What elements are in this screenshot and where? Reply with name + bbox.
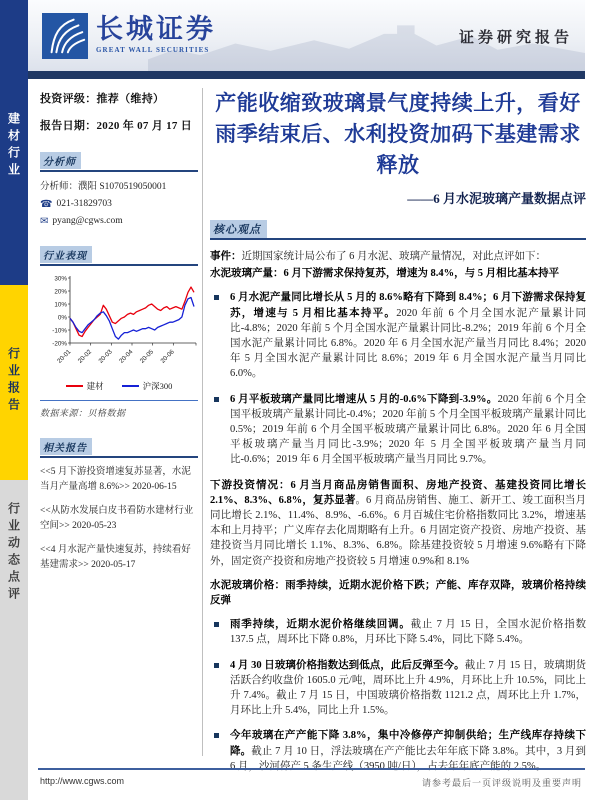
analyst-name-line (40, 179, 198, 196)
bullet-glass-price (210, 658, 586, 719)
related-report-link[interactable]: <<从防水发展白皮书看防水建材行业空间>> 2020-05-23 (40, 506, 194, 531)
bullet-body: 截止 7 月 15 日，全国水泥价格指数 137.5 点，周环比下降 0.8%，月环比下降 5.4%，同比下降 5.4%。 (230, 619, 586, 646)
price-heading-text: 水泥玻璃价格：雨季持续，近期水泥价格下跌；产能、库存双降，玻璃价格持续反弹 (210, 579, 586, 607)
bullet-square-icon (214, 622, 219, 627)
analyst-email[interactable]: pyang@cgws.com (52, 216, 123, 226)
great-wall-logo-icon (42, 13, 88, 59)
spine-report-type-segment (0, 285, 28, 480)
core-view-section-title: 核心观点 (210, 220, 267, 238)
main-content (210, 88, 586, 784)
svg-text:20-06: 20-06 (159, 348, 176, 365)
bullet-cement-output (210, 290, 586, 381)
bullet-cement-price (210, 617, 586, 647)
legend-label-materials: 建材 (86, 381, 104, 391)
analyst-phone-line (40, 196, 198, 213)
spine-report-type-label: 行业报告 (6, 347, 21, 415)
price-heading (210, 578, 586, 608)
brand-text (96, 13, 216, 54)
legend-label-csi300: 沪深300 (142, 381, 173, 391)
date-label: 报告日期： (40, 120, 97, 132)
bullet-bold: 6 月水泥产量同比增长从 5 月的 8.6%略有下降到 8.4%；6 月下游需求保持复苏，增速与 5 月相比基本持平。 (230, 292, 586, 319)
bullet-body: 2020 年前 6 个月全国平板玻璃产量累计同比-0.4%；2020 年前 5 个月全国平板玻璃产量累计同比 0.5%；2019 年前 6 个月全国平板玻璃产量累计同比 6.8%。2020 年 6 月全国平板玻璃产量当月同比-3.9%；2020 年 5 月全国平板玻璃产量当月同比-0.6%；2019 年 6 月全国平板玻璃产量当月同比 9.7%。 (230, 393, 586, 466)
bullet-body: 2020 年前 6 个月全国水泥产量累计同比-4.8%；2020 年前 5 个月全国水泥产量累计同比-8.2%；2019 年前 6 个月全国水泥产量累计同比 6.8%。2020 年 6 月全国水泥产量当月同比 8.4%；2020 年 5 月全国水泥产量累计同比 8.6%；2019 年 6 月全国水泥产量当月同比 6.0%。 (230, 307, 586, 380)
bullet-body: 截止 7 月 10 日，浮法玻璃在产产能比去年年底下降 3.8%。其中，3 月到 6 月，沙河停产 5 条生产线（3950 吨/日），占去年年底产能的 2.5%。 (230, 745, 586, 772)
bullet-glass-output (210, 392, 586, 468)
footer-website-link[interactable]: http://www.cgws.com (40, 776, 125, 786)
production-heading (210, 266, 586, 281)
related-report-link[interactable]: <<5 月下游投资增速复苏显著，水泥当月产量高增 8.6%>> 2020-06-15 (40, 467, 191, 492)
performance-line-chart (40, 273, 198, 373)
analyst-name-cert: 分析师：濮阳 S1070519050001 (40, 182, 167, 192)
bullet-square-icon (214, 295, 219, 300)
downstream-bold: 下游投资情况：6 月当月商品房销售面积、房地产投资、基建投资同比增长 2.1%、8.3%、6.8%，复苏显著 (210, 479, 586, 506)
report-title: 产能收缩致玻璃景气度持续上升，看好雨季结束后、水利投资加码下基建需求释放 (215, 91, 581, 177)
core-view-section-header (210, 220, 586, 240)
bullet-bold: 4 月 30 日玻璃价格指数达到低点，此后反弹至今。 (230, 659, 465, 671)
date-value: 2020 年 07 月 17 日 (96, 120, 193, 132)
legend-item-csi300 (122, 380, 173, 392)
header-divider-bar (28, 71, 585, 79)
data-source-note: 数据来源：贝格数据 (40, 400, 198, 419)
bullet-glass-output-text (230, 392, 586, 468)
svg-text:-20%: -20% (52, 340, 67, 348)
production-heading-text: 水泥玻璃产量：6 月下游需求保持复苏，增速为 8.4%，与 5 月相比基本持平 (210, 268, 560, 280)
phone-icon: ☎ (40, 199, 53, 210)
industry-performance-chart (40, 273, 198, 378)
related-reports-section-title: 相关报告 (40, 438, 92, 455)
bullet-square-icon (214, 733, 219, 738)
svg-text:20%: 20% (54, 288, 67, 296)
rating-label: 投资评级： (40, 93, 97, 105)
legend-swatch-csi300 (122, 385, 139, 387)
svg-text:30%: 30% (54, 275, 67, 283)
svg-text:20-05: 20-05 (138, 348, 156, 365)
left-info-column (40, 90, 198, 582)
svg-text:0%: 0% (57, 314, 67, 322)
related-reports-section-header (40, 438, 198, 458)
analyst-email-line (40, 213, 198, 230)
downstream-paragraph (210, 478, 586, 569)
bullet-bold: 6 月平板玻璃产量同比增速从 5 月的-0.6%下降到-3.9%。 (230, 393, 498, 405)
bullet-square-icon (214, 663, 219, 668)
spine-report-kind-segment (0, 480, 28, 800)
analyst-phone: 021-31829703 (56, 199, 112, 209)
brand-logo (42, 13, 216, 59)
brand-name-cn: 长城证券 (96, 14, 216, 44)
svg-text:20-01: 20-01 (56, 348, 73, 365)
svg-text:20-03: 20-03 (97, 348, 114, 365)
report-type-label: 证券研究报告 (458, 30, 573, 46)
svg-text:10%: 10% (54, 301, 67, 309)
legend-swatch-materials (66, 385, 83, 387)
brand-name-en: GREAT WALL SECURITIES (96, 45, 210, 54)
related-report-link[interactable]: <<4 月水泥产量快速复苏，持续看好基建需求>> 2020-05-17 (40, 545, 191, 570)
rating-value: 推荐（维持） (96, 93, 165, 105)
bullet-cement-output-text (230, 290, 586, 381)
bullet-square-icon (214, 397, 219, 402)
svg-text:-10%: -10% (52, 327, 67, 335)
spine-industry-label: 建材行业 (6, 112, 21, 180)
report-subtitle: ——6 月水泥玻璃产量数据点评 (407, 191, 586, 206)
legend-item-materials (66, 380, 104, 392)
downstream-text: 。6 月商品房销售、施工、新开工、竣工面积当月同比增长 2.1%、11.4%、8.9%、-6.6%。6 月百城住宅价格指数同比 3.2%，增速基本和上月持平；广义库存去化周期略有上升。6 月固定资产投资、房地产投资、基建投资当月同比增长 1.1%、8.3%、6.8%。除基建投资较 5 月增速 9.6%略有下降外，固定资产投资和房地产投资较 5 月增速 0.9%和 8.1% (210, 494, 587, 567)
analyst-section-title: 分析师 (40, 152, 81, 169)
bullet-cement-price-text (230, 617, 586, 647)
footer-divider (38, 768, 585, 770)
email-icon: ✉ (40, 216, 49, 227)
bullet-glass-price-text (230, 658, 586, 719)
page-header (28, 0, 585, 71)
performance-section-header (40, 246, 198, 266)
chart-legend (40, 380, 198, 392)
investment-rating (40, 90, 198, 106)
event-label: 事件： (210, 251, 242, 262)
bullet-bold: 今年玻璃在产产能下降 3.8%，集中冷修停产抑制供给；生产线库存持续下降。 (230, 730, 586, 757)
spine-report-kind-label: 行业动态点评 (6, 502, 21, 604)
event-text: 近期国家统计局公布了 6 月水泥、玻璃产量情况，对此点评如下： (241, 251, 546, 262)
svg-text:20-04: 20-04 (118, 348, 135, 365)
report-date (40, 117, 198, 133)
svg-text:20-02: 20-02 (76, 348, 94, 365)
analyst-section-header (40, 152, 198, 172)
footer-disclaimer: 请参考最后一页评级说明及重要声明 (421, 778, 582, 788)
bullet-bold: 雨季持续，近期水泥价格继续回调。 (230, 619, 411, 631)
bullet-body: 截止 7 月 15 日，玻璃期货活跃合约收盘价 1605.0 元/吨，周环比上升 4.9%，月环比上升 10.5%，同比上升 7.4%。截止 7 月 15 日，中国玻璃价格指数 1121.2 点，周环比上升 1.7%，月环比上升 5.4%，同比上升 1.5%。 (230, 659, 587, 717)
spine-industry-segment (0, 0, 28, 285)
performance-section-title: 行业表现 (40, 246, 92, 263)
event-paragraph (210, 249, 586, 264)
column-divider (202, 88, 203, 756)
